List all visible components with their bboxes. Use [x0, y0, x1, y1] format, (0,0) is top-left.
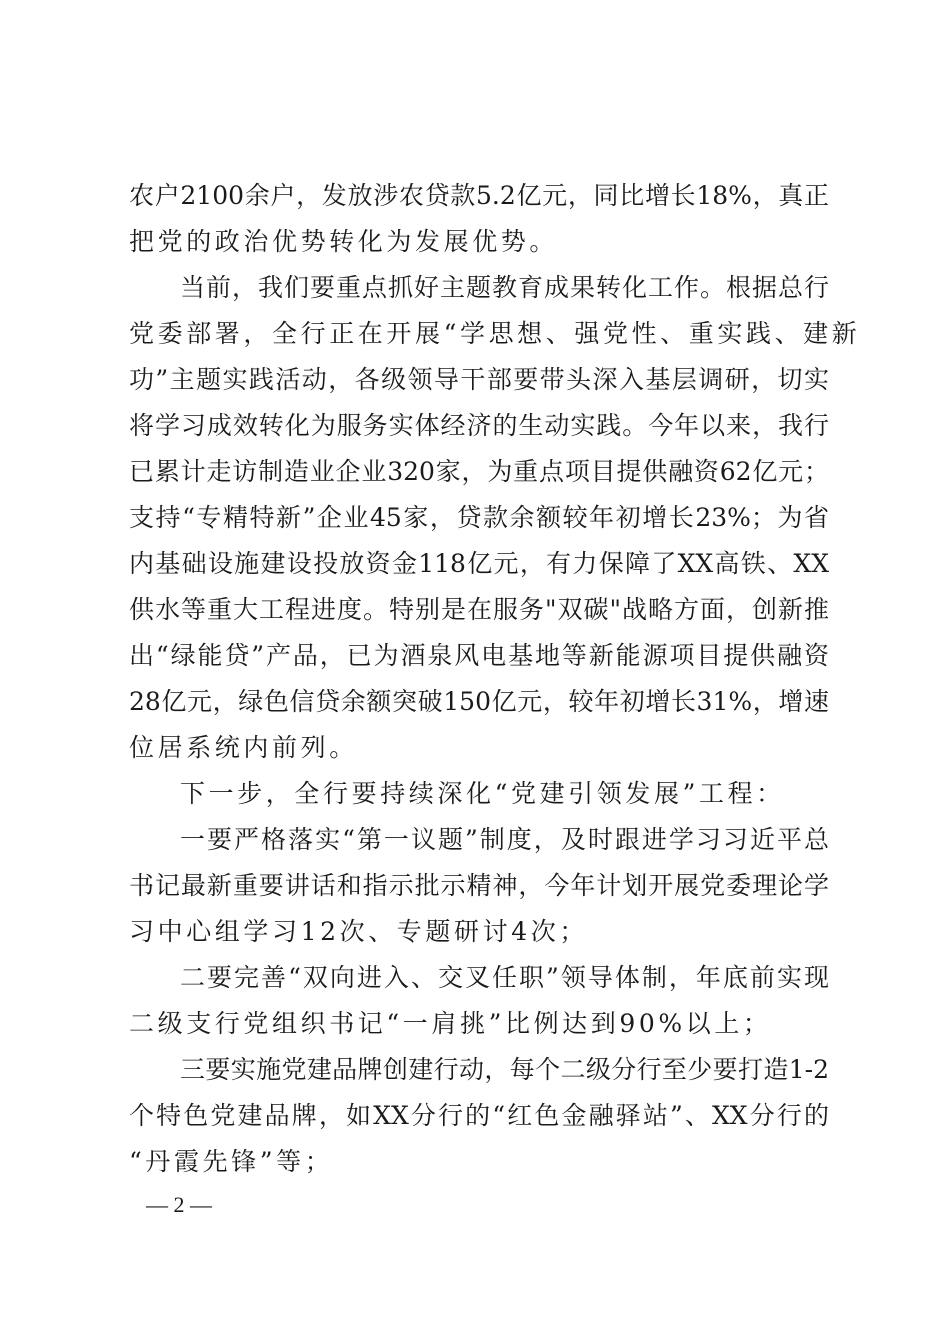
body-line: “丹霞先锋”等； — [129, 1147, 334, 1176]
body-line: 把党的政治优势转化为发展优势。 — [129, 227, 559, 256]
body-line: 将学习成效转化为服务实体经济的生动实践。今年以来，我行 — [129, 411, 829, 440]
body-line: 农户2100余户，发放涉农贷款5.2亿元，同比增长18%，真正 — [129, 181, 829, 210]
body-line: 供水等重大工程进度。特别是在服务"双碳"战略方面，创新推 — [129, 595, 829, 624]
body-line: 二级支行党组织书记“一肩挑”比例达到90%以上； — [129, 1009, 772, 1038]
body-line: 出“绿能贷”产品，已为酒泉风电基地等新能源项目提供融资 — [129, 641, 829, 670]
body-line: 二要完善“双向进入、交叉任职”领导体制，年底前实现 — [180, 963, 829, 992]
body-line: 下一步，全行要持续深化“党建引领发展”工程： — [180, 779, 785, 808]
page-number: — 2 — — [146, 1192, 212, 1217]
body-line: 三要实施党建品牌创建行动，每个二级分行至少要打造1-2 — [180, 1055, 829, 1084]
body-line: 一要严格落实“第一议题”制度，及时跟进学习习近平总 — [180, 825, 829, 854]
body-line: 个特色党建品牌，如XX分行的“红色金融驿站”、XX分行的 — [129, 1101, 829, 1130]
body-line: 书记最新重要讲话和指示批示精神，今年计划开展党委理论学 — [129, 871, 829, 900]
body-line: 当前，我们要重点抓好主题教育成果转化工作。根据总行 — [180, 273, 829, 302]
body-line: 内基础设施建设投放资金118亿元，有力保障了XX高铁、XX — [129, 549, 829, 578]
body-line: 党委部署，全行正在开展“学思想、强党性、重实践、建新 — [129, 319, 861, 348]
body-line: 习中心组学习12次、专题研讨4次； — [129, 917, 588, 946]
body-line: 支持“专精特新”企业45家，贷款余额较年初增长23%；为省 — [129, 503, 829, 532]
body-line: 28亿元，绿色信贷余额突破150亿元，较年初增长31%，增速 — [129, 687, 829, 716]
body-line: 已累计走访制造业企业320家，为重点项目提供融资62亿元； — [129, 457, 829, 486]
body-line: 功”主题实践活动，各级领导干部要带头深入基层调研，切实 — [129, 365, 829, 394]
body-line: 位居系统内前列。 — [129, 733, 358, 762]
